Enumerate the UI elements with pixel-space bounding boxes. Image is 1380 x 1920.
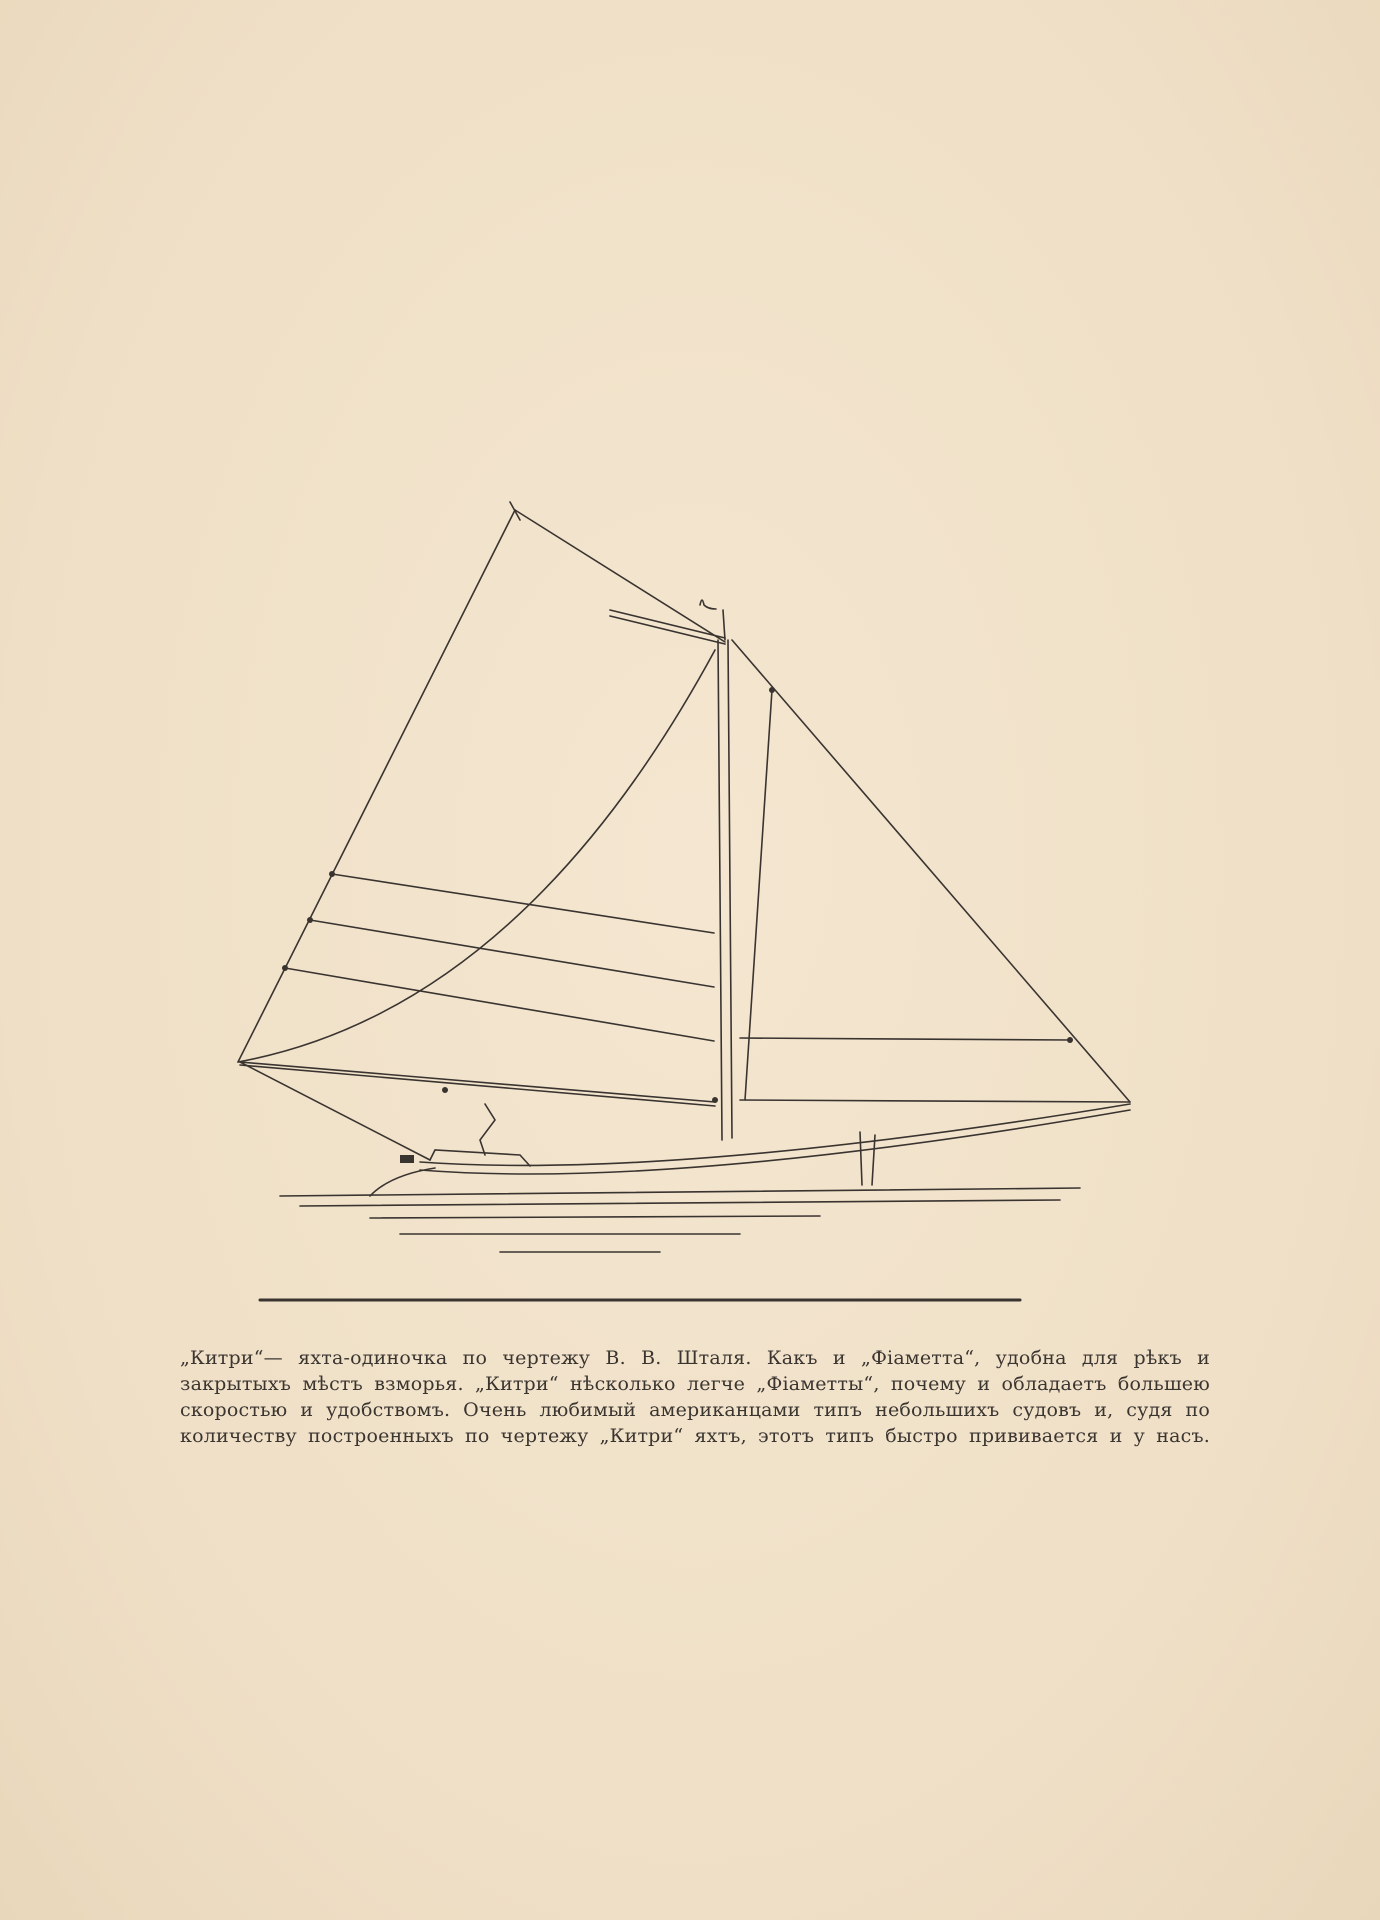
hull-bottom [420, 1110, 1130, 1174]
yacht-sail-plan-svg [220, 490, 1160, 1310]
yacht-sail-plan-drawing [220, 490, 1160, 1310]
backstay-tackle [480, 1104, 495, 1155]
gaff-spar-top [610, 610, 725, 638]
mainsail-gaff [515, 510, 725, 642]
reef-line-2 [310, 920, 714, 987]
reef-line-3 [285, 968, 714, 1041]
gaff-spar-bottom [610, 616, 725, 644]
jib-foot [740, 1100, 1130, 1102]
caption-line-1: „Китри“— яхта-одиночка по чертежу В. В. Шталя. Какъ и „Фіаметта“, удобна для рѣкъ и [180, 1347, 1210, 1369]
keel [872, 1135, 875, 1185]
mast-left [718, 640, 722, 1140]
waterline-3 [370, 1216, 820, 1218]
reef-line-1 [332, 874, 714, 933]
hull-deck [420, 1104, 1130, 1165]
mast-right [728, 640, 732, 1138]
caption-line-4: количеству построенныхъ по чертежу „Китри“ яхтъ, этотъ типъ быстро прививается и у насъ. [180, 1425, 1210, 1447]
caption-line-3: скоростью и удобствомъ. Очень любимый американцами типъ небольшихъ судовъ и, судя по [180, 1399, 1210, 1421]
backstay [240, 1062, 430, 1160]
waterline-2 [300, 1200, 1060, 1206]
boom-lower [240, 1065, 715, 1106]
waterline-1 [280, 1188, 1080, 1196]
jib-batten [740, 1038, 1070, 1040]
rudder [860, 1132, 862, 1185]
masthead-flag [700, 600, 716, 609]
mainsail-leech [238, 510, 515, 1062]
jib-luff [732, 640, 1130, 1102]
stern [370, 1168, 435, 1196]
figure-caption [180, 1345, 1210, 1449]
caption-line-2: закрытыхъ мѣстъ взморья. „Китри“ нѣсколько легче „Фіаметты“, почему и обладаетъ большею [180, 1373, 1210, 1395]
topmast [723, 610, 725, 640]
boom [240, 1062, 715, 1102]
